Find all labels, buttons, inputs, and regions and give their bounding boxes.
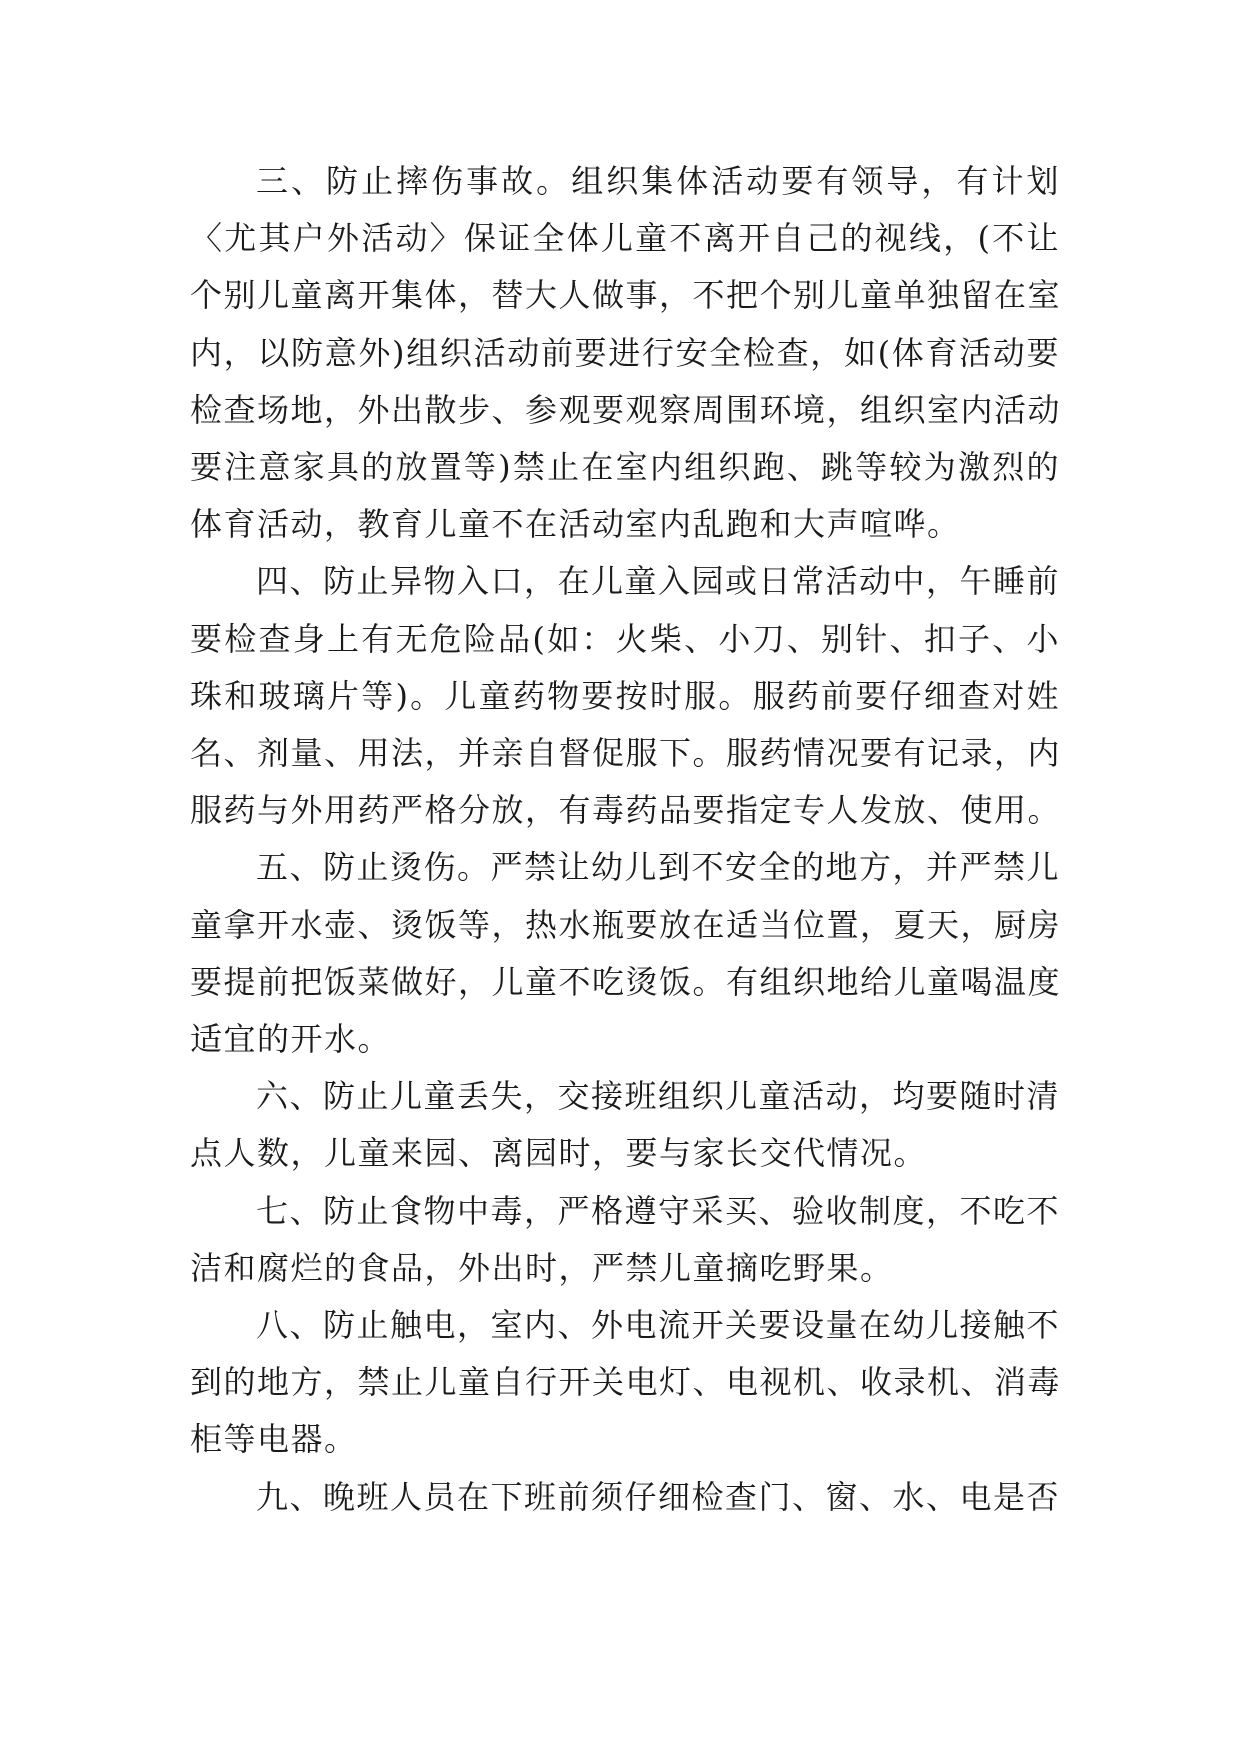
- text-line: 五、防止烫伤。严禁让幼儿到不安全的地方，并严禁儿: [256, 848, 1061, 887]
- text-line: 内，以防意外)组织活动前要进行安全检查，如(体育活动要: [190, 333, 1060, 372]
- text-line: 要提前把饭菜做好，儿童不吃烫饭。有组织地给儿童喝温度: [190, 962, 1062, 1001]
- text-line: 点人数，儿童来园、离园时，要与家长交代情况。: [190, 1134, 928, 1173]
- paragraph-burn-prevention: [190, 839, 1060, 1068]
- text-line: 体育活动，教育儿童不在活动室内乱跑和大声喧哗。: [190, 505, 961, 544]
- document-page: [190, 153, 1060, 1526]
- text-line: 七、防止食物中毒，严格遵守采买、验收制度，不吃不: [256, 1191, 1061, 1230]
- text-line: 六、防止儿童丢失，交接班组织儿童活动，均要随时清: [256, 1077, 1061, 1116]
- paragraph-fall-prevention: [190, 153, 1060, 553]
- paragraph-lost-child-prevention: [190, 1068, 1060, 1182]
- paragraph-foreign-object-prevention: [190, 553, 1060, 839]
- text-line: 名、剂量、用法，并亲自督促服下。服药情况要有记录，内: [190, 734, 1062, 773]
- text-line: 服药与外用药严格分放，有毒药品要指定专人发放、使用。: [190, 791, 1062, 830]
- paragraph-electric-shock-prevention: [190, 1297, 1060, 1469]
- text-line: 九、晚班人员在下班前须仔细检查门、窗、水、电是否: [256, 1477, 1061, 1516]
- text-line: 童拿开水壶、烫饭等，热水瓶要放在适当位置，夏天，厨房: [190, 905, 1062, 944]
- text-line: 检查场地，外出散步、参观要观察周围环境，组织室内活动: [190, 390, 1062, 429]
- text-line: 珠和玻璃片等)。儿童药物要按时服。服药前要仔细查对姓: [190, 676, 1060, 715]
- text-line: 三、防止摔伤事故。组织集体活动要有领导，有计划: [256, 162, 1060, 200]
- paragraph-food-poisoning-prevention: [190, 1183, 1060, 1297]
- paragraph-night-shift-check: [190, 1469, 1060, 1526]
- text-line: 四、防止异物入口，在儿童入园或日常活动中，午睡前: [256, 562, 1061, 601]
- text-line: 洁和腐烂的食品，外出时，严禁儿童摘吃野果。: [190, 1248, 894, 1287]
- text-line: 到的地方，禁止儿童自行开关电灯、电视机、收录机、消毒: [190, 1363, 1062, 1402]
- text-line: 柜等电器。: [190, 1420, 358, 1459]
- text-line: 要注意家具的放置等)禁止在室内组织跑、跳等较为激烈的: [190, 448, 1060, 487]
- text-line: 适宜的开水。: [190, 1020, 392, 1059]
- text-line: 要检查身上有无危险品(如：火柴、小刀、别针、扣子、小: [190, 619, 1060, 658]
- text-line: 个别儿童离开集体，替大人做事，不把个别儿童单独留在室: [190, 276, 1062, 315]
- text-line: 〈尤其户外活动〉保证全体儿童不离开自己的视线，(不让: [190, 219, 1060, 258]
- text-line: 八、防止触电，室内、外电流开关要设量在幼儿接触不: [256, 1306, 1061, 1345]
